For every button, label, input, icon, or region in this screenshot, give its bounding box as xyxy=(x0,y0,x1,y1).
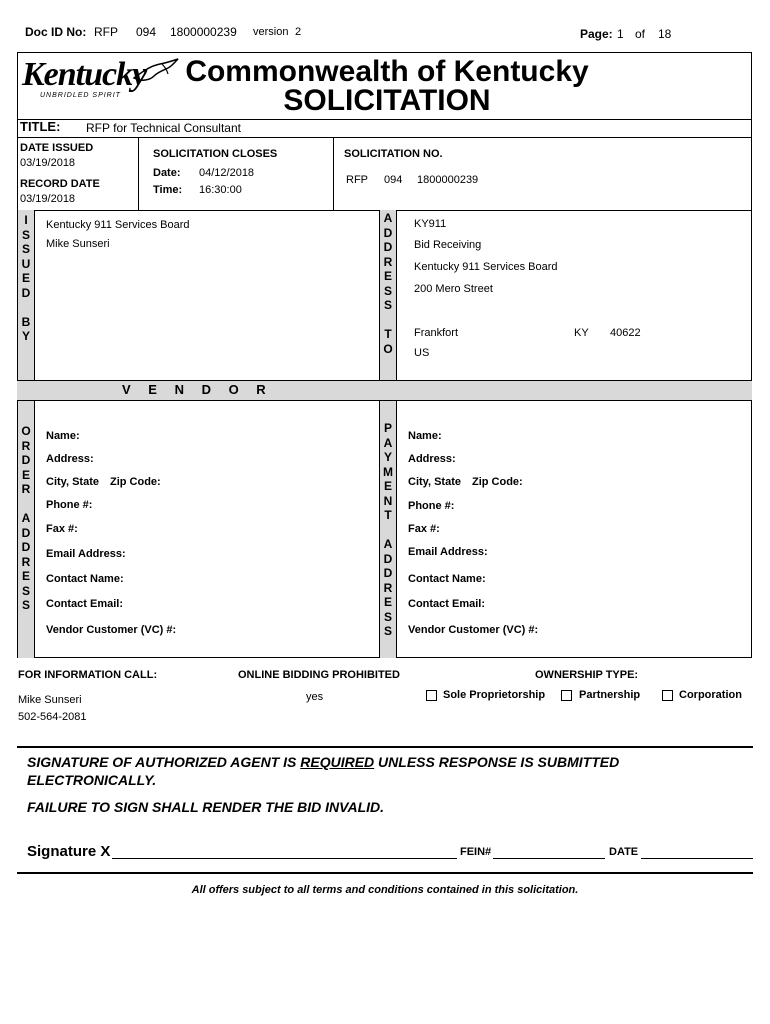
kentucky-logo xyxy=(22,56,182,106)
doc-id-number: 1800000239 xyxy=(170,25,237,39)
logo-tagline: UNBRIDLED SPIRIT xyxy=(40,92,121,99)
date-label: DATE xyxy=(609,846,639,858)
order-address-side-label: O R D E R A D D R E S S xyxy=(21,424,31,612)
signature-notice-required: REQUIRED xyxy=(300,754,375,770)
close-time-value: 16:30:00 xyxy=(199,184,242,196)
online-bidding-label: ONLINE BIDDING PROHIBITED xyxy=(238,669,400,681)
partnership-checkbox[interactable] xyxy=(561,690,572,701)
order-zip-label: Zip Code: xyxy=(110,476,161,488)
version-num: 2 xyxy=(295,26,302,38)
online-bidding-value: yes xyxy=(306,691,324,703)
payment-contact-label: Contact Name: xyxy=(408,573,486,585)
info-call-label: FOR INFORMATION CALL: xyxy=(18,669,158,681)
solicitation-heading: SOLICITATION xyxy=(283,84,491,117)
payment-vc-label: Vendor Customer (VC) #: xyxy=(408,624,539,636)
order-contact-label: Contact Name: xyxy=(46,573,124,585)
corporation-label: Corporation xyxy=(679,689,742,701)
footer-note: All offers subject to all terms and conditions contained in this solicitation. xyxy=(191,884,579,896)
payment-city-label: City, State xyxy=(408,476,461,488)
record-date-label: RECORD DATE xyxy=(20,178,100,190)
solicitation-no-label: SOLICITATION NO. xyxy=(344,148,443,160)
close-time-label: Time: xyxy=(153,184,183,196)
title-label: TITLE: xyxy=(20,119,61,134)
doc-id-type: RFP xyxy=(94,25,118,39)
fein-label: FEIN# xyxy=(460,846,492,858)
address-to-state: KY xyxy=(574,327,589,339)
order-phone-label: Phone #: xyxy=(46,499,93,511)
close-date-label: Date: xyxy=(153,167,181,179)
page-of: of xyxy=(635,27,646,41)
solicitation-closes-label: SOLICITATION CLOSES xyxy=(153,148,278,160)
issued-by-line2: Mike Sunseri xyxy=(46,238,110,250)
address-to-side-label: A D D R E S S T O xyxy=(383,211,393,356)
issued-by-side-label: I S S U E D B Y xyxy=(21,213,31,343)
payment-address-label: Address: xyxy=(408,453,456,465)
signature-line[interactable] xyxy=(112,858,457,859)
corporation-checkbox[interactable] xyxy=(662,690,673,701)
ownership-type-label: OWNERSHIP TYPE: xyxy=(535,669,639,681)
signature-notice xyxy=(27,754,619,770)
address-to-line4: 200 Mero Street xyxy=(414,283,493,295)
solicitation-no-number: 1800000239 xyxy=(417,174,479,186)
issued-by-line1: Kentucky 911 Services Board xyxy=(46,219,190,231)
record-date-value: 03/19/2018 xyxy=(20,193,76,205)
close-date-value: 04/12/2018 xyxy=(199,167,255,179)
address-to-country: US xyxy=(414,347,430,359)
date-issued-label: DATE ISSUED xyxy=(20,142,94,154)
address-to-city: Frankfort xyxy=(414,327,459,339)
signature-notice-pre: SIGNATURE OF AUTHORIZED AGENT IS xyxy=(27,754,301,770)
order-vc-label: Vendor Customer (VC) #: xyxy=(46,624,177,636)
page-label: Page: xyxy=(580,27,613,41)
commonwealth-title: Commonwealth of Kentucky xyxy=(185,55,589,88)
order-contact-email-label: Contact Email: xyxy=(46,598,124,610)
sole-proprietorship-label: Sole Proprietorship xyxy=(443,689,546,701)
signature-notice-post: UNLESS RESPONSE IS SUBMITTED xyxy=(374,754,620,770)
address-to-line2: Bid Receiving xyxy=(414,239,482,251)
date-line[interactable] xyxy=(641,858,753,859)
page-num: 1 xyxy=(617,27,624,41)
payment-name-label: Name: xyxy=(408,430,442,442)
solicitation-no-type: RFP xyxy=(346,174,368,186)
horse-icon xyxy=(132,58,180,84)
order-city-label: City, State xyxy=(46,476,99,488)
payment-zip-label: Zip Code: xyxy=(472,476,523,488)
signature-notice-line2: ELECTRONICALLY. xyxy=(27,772,157,788)
order-fax-label: Fax #: xyxy=(46,523,78,535)
page-total: 18 xyxy=(658,27,672,41)
fein-line[interactable] xyxy=(493,858,605,859)
sole-proprietorship-checkbox[interactable] xyxy=(426,690,437,701)
payment-fax-label: Fax #: xyxy=(408,523,440,535)
order-address-label: Address: xyxy=(46,453,94,465)
signature-label: Signature X xyxy=(27,843,111,860)
address-to-line1: KY911 xyxy=(414,218,447,230)
info-contact-name: Mike Sunseri xyxy=(18,694,82,706)
address-to-zip: 40622 xyxy=(610,327,641,339)
order-email-label: Email Address: xyxy=(46,548,126,560)
version-label: version xyxy=(253,26,289,38)
solicitation-no-dept: 094 xyxy=(384,174,403,186)
doc-id-label: Doc ID No: xyxy=(25,25,87,39)
payment-phone-label: Phone #: xyxy=(408,500,455,512)
payment-email-label: Email Address: xyxy=(408,546,488,558)
payment-address-side-label: P A Y M E N T A D D R E S S xyxy=(383,421,393,638)
address-to-line3: Kentucky 911 Services Board xyxy=(414,261,558,273)
logo-wordmark: Kentucky xyxy=(22,56,147,93)
title-value: RFP for Technical Consultant xyxy=(86,121,241,135)
vendor-banner-text: V E N D O R xyxy=(122,382,270,397)
failure-notice: FAILURE TO SIGN SHALL RENDER THE BID INVALID. xyxy=(27,799,385,815)
date-issued-value: 03/19/2018 xyxy=(20,157,76,169)
doc-id-dept: 094 xyxy=(136,25,157,39)
payment-contact-email-label: Contact Email: xyxy=(408,598,486,610)
info-contact-phone: 502-564-2081 xyxy=(18,711,87,723)
order-name-label: Name: xyxy=(46,430,80,442)
partnership-label: Partnership xyxy=(579,689,641,701)
